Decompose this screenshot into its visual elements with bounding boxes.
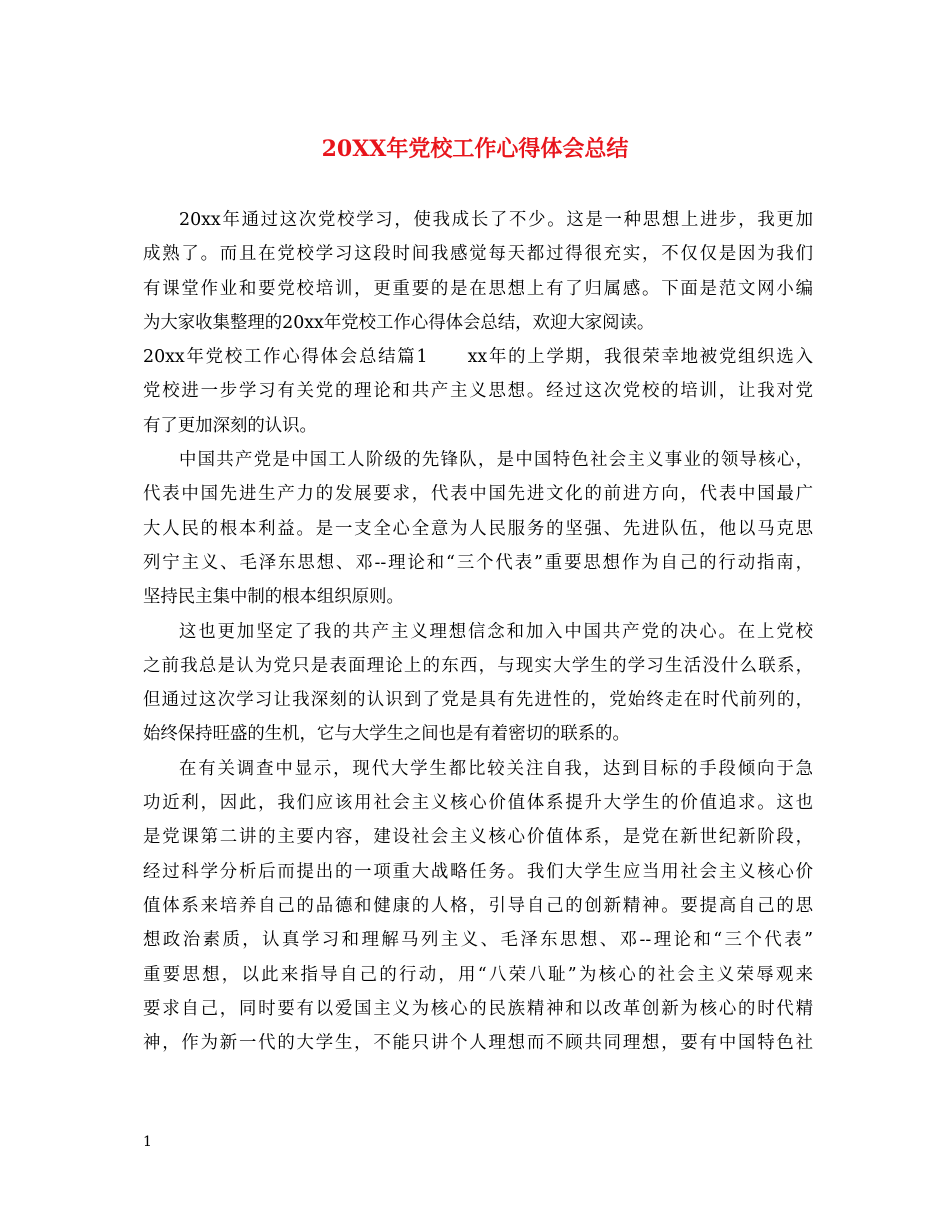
text-line: 大人民的根本利益。是一支全心全意为人民服务的坚强、先进队伍，他以马克思 <box>143 518 813 539</box>
text-line: 经过科学分析后而提出的一项重大战略任务。我们大学生应当用社会主义核心价 <box>143 861 813 882</box>
text-line: 有了更加深刻的认识。 <box>143 415 317 436</box>
text-line: 有课堂作业和要党校培训，更重要的是在思想上有了归属感。下面是范文网小编 <box>143 278 813 299</box>
text-line: 在有关调查中显示，现代大学生都比较关注自我，达到目标的手段倾向于急 <box>179 758 813 779</box>
text-line: 要求自己，同时要有以爱国主义为核心的民族精神和以改革创新为核心的时代精 <box>143 998 813 1019</box>
text-line: 是党课第二讲的主要内容，建设社会主义核心价值体系，是党在新世纪新阶段， <box>143 827 813 848</box>
text-line: 列宁主义、毛泽东思想、邓--理论和“三个代表”重要思想作为自己的行动指南， <box>143 552 813 573</box>
text-line: 重要思想，以此来指导自己的行动，用“八荣八耻”为核心的社会主义荣辱观来 <box>143 964 813 985</box>
text-line: 值体系来培养自己的品德和健康的人格，引导自己的创新精神。要提高自己的思 <box>143 895 813 916</box>
text-line: 代表中国先进生产力的发展要求，代表中国先进文化的前进方向，代表中国最广 <box>143 484 813 505</box>
text-line: 神，作为新一代的大学生，不能只讲个人理想而不顾共同理想，要有中国特色社 <box>143 1033 813 1054</box>
text-line: 20xx年通过这次党校学习，使我成长了不少。这是一种思想上进步，我更加 <box>179 210 813 230</box>
text-line: 但通过这次学习让我深刻的认识到了党是具有先进性的，党始终走在时代前列的， <box>143 690 813 711</box>
document-body <box>143 203 813 1060</box>
document-title: 20XX年党校工作心得体会总结 <box>321 136 629 162</box>
page-number: 1 <box>143 1134 152 1150</box>
text-line: 功近利，因此，我们应该用社会主义核心价值体系提升大学生的价值追求。这也 <box>143 793 813 814</box>
text-line: 为大家收集整理的20xx年党校工作心得体会总结，欢迎大家阅读。 <box>143 312 655 333</box>
text-line: 坚持民主集中制的根本组织原则。 <box>143 587 404 608</box>
text-line: 之前我总是认为党只是表面理论上的东西，与现实大学生的学习生活没什么联系， <box>143 655 813 676</box>
text-line: 中国共产党是中国工人阶级的先锋队，是中国特色社会主义事业的领导核心， <box>179 450 813 471</box>
text-line: 想政治素质，认真学习和理解马列主义、毛泽东思想、邓--理论和“三个代表” <box>143 930 813 951</box>
text-line: 成熟了。而且在党校学习这段时间我感觉每天都过得很充实，不仅仅是因为我们 <box>143 244 813 265</box>
text-line: 党校进一步学习有关党的理论和共产主义思想。经过这次党校的培训，让我对党 <box>143 381 813 402</box>
text-line: 20xx年党校工作心得体会总结篇1 xx年的上学期，我很荣幸地被党组织选入 <box>143 347 813 368</box>
text-line: 这也更加坚定了我的共产主义理想信念和加入中国共产党的决心。在上党校 <box>179 621 813 642</box>
text-line: 始终保持旺盛的生机，它与大学生之间也是有着密切的联系的。 <box>143 724 630 745</box>
